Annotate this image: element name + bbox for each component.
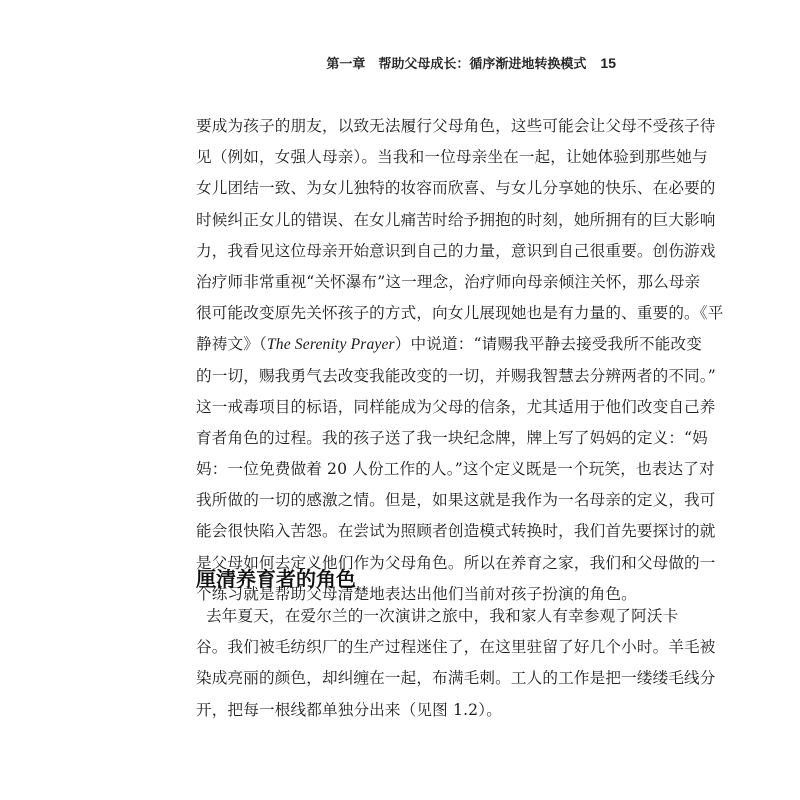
text-line: 能会很快陷入苦怨。在尝试为照顾者创造模式转换时，我们首先要探讨的就 — [196, 522, 716, 541]
text-line: 见（例如，女强人母亲）。当我和一位母亲坐在一起，让她体验到那些她与 — [196, 148, 708, 167]
text-line: 力，我看见这位母亲开始意识到自己的力量，意识到自己很重要。创伤游戏 — [196, 241, 716, 260]
text-line: 开，把每一根线都单独分出来（见图 1.2）。 — [196, 700, 502, 719]
italic-title: The Serenity Prayer — [266, 336, 395, 354]
text-line: 我所做的一切的感激之情。但是，如果这就是我作为一名母亲的定义，我可 — [196, 491, 716, 510]
text-line: 去年夏天，在爱尔兰的一次演讲之旅中，我和家人有幸参观了阿沃卡 — [206, 607, 679, 625]
running-header — [326, 53, 616, 72]
body-paragraph — [196, 601, 716, 726]
text-line: 这一戒毒项目的标语，同样能成为父母的信条，尤其适用于他们改变自己养 — [196, 397, 716, 416]
section-heading: 厘清养育者的角色 — [196, 567, 356, 591]
text-line: 女儿团结一致、为女儿独特的妆容而欣喜、与女儿分享她的快乐、在必要的 — [196, 179, 716, 198]
text-line-with-title — [196, 329, 703, 360]
text-line: 时候纠正女儿的错误、在女儿痛苦时给予拥抱的时刻，她所拥有的巨大影响 — [196, 210, 716, 229]
text-line: 是父母如何去定义他们作为父母角色。所以在养育之家，我们和父母做的一 — [196, 553, 716, 572]
text-line: 要成为孩子的朋友，以致无法履行父母角色，这些可能会让父母不受孩子待 — [196, 117, 716, 135]
page-number: 15 — [600, 55, 616, 71]
text-fragment: ）中说道：“请赐我平静去接受我所不能改变 — [394, 335, 703, 354]
text-line: 染成亮丽的颜色，却纠缠在一起，布满毛刺。工人的工作是把一缕缕毛线分 — [196, 669, 716, 688]
text-line: 很可能改变原先关怀孩子的方式，向女儿展现她也是有力量的、重要的。《平 — [196, 304, 724, 323]
text-line: 谷。我们被毛纺织厂的生产过程迷住了，在这里驻留了好几个小时。羊毛被 — [196, 638, 716, 657]
text-line: 个练习就是帮助父母清楚地表达出他们当前对孩子扮演的角色。 — [196, 584, 637, 603]
text-fragment: 静祷文》（ — [196, 335, 267, 354]
text-line: 的一切，赐我勇气去改变我能改变的一切，并赐我智慧去分辨两者的不同。” — [196, 366, 716, 385]
text-line: 妈：一位免费做着 20 人份工作的人。”这个定义既是一个玩笑，也表达了对 — [196, 460, 715, 479]
text-line: 育者角色的过程。我的孩子送了我一块纪念牌，牌上写了妈妈的定义：“妈 — [196, 428, 708, 447]
text-line: 治疗师非常重视“关怀瀑布”这一理念，治疗师向母亲倾注关怀，那么母亲 — [196, 272, 701, 291]
chapter-title: 第一章 帮助父母成长：循序渐进地转换模式 — [326, 57, 587, 72]
body-paragraph — [196, 111, 724, 610]
